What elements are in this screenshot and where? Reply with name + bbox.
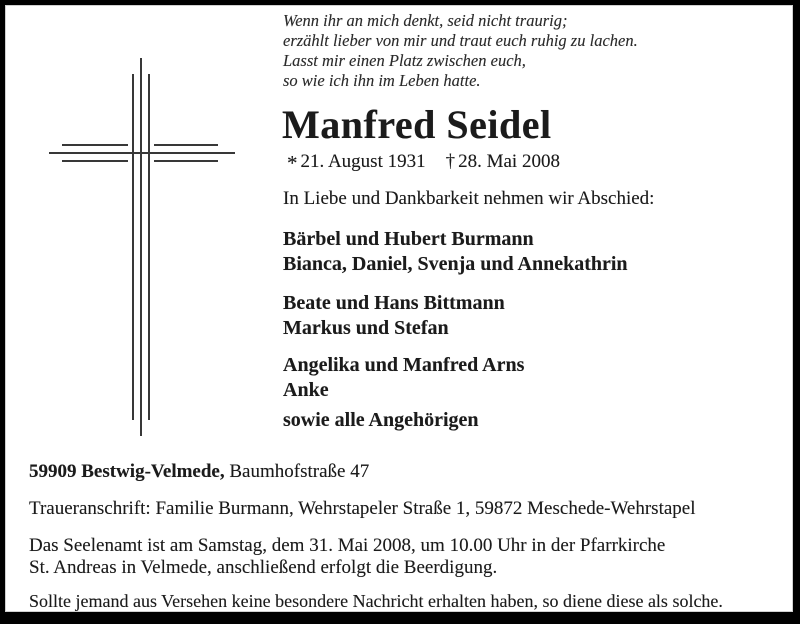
poem-line: Wenn ihr an mich denkt, seid nicht traurig; (283, 11, 568, 30)
birth-star-symbol: * (287, 151, 298, 175)
home-address-line (29, 461, 369, 483)
mourner-group (283, 227, 628, 277)
mourner-line: sowie alle Angehörigen (283, 409, 479, 431)
mourner-line: Anke (283, 379, 329, 401)
death-dagger-symbol: † (445, 151, 456, 172)
mourner-group (283, 408, 628, 433)
mourner-line: Beate und Hans Bittmann (283, 292, 505, 314)
poem-line: erzählt lieber von mir und traut euch ruhig zu lachen. (283, 31, 638, 50)
closing-note: Sollte jemand aus Versehen keine besondere Nachricht erhalten haben, so diene diese als solche. (29, 591, 723, 611)
postal-city: 59909 Bestwig-Velmede, (29, 461, 225, 482)
death-date: 28. Mai 2008 (458, 151, 560, 172)
mourner-line: Angelika und Manfred Arns (283, 354, 525, 376)
memorial-cross-icon (28, 48, 258, 448)
mourner-line: Bianca, Daniel, Svenja und Annekathrin (283, 253, 628, 275)
service-line: St. Andreas in Velmede, anschließend erfolgt die Beerdigung. (29, 557, 498, 578)
street-address: Baumhofstraße 47 (224, 461, 370, 482)
mourning-address-line: Traueranschrift: Familie Burmann, Wehrstapeler Straße 1, 59872 Meschede-Wehrstapel (29, 498, 696, 519)
mourner-line: Markus und Stefan (283, 317, 449, 339)
farewell-text: In Liebe und Dankbarkeit nehmen wir Abschied: (283, 188, 655, 209)
deceased-name: Manfred Seidel (282, 102, 552, 147)
birth-date: 21. August 1931 (300, 151, 426, 172)
service-line: Das Seelenamt ist am Samstag, dem 31. Mai 2008, um 10.00 Uhr in der Pfarrkirche (29, 535, 666, 556)
mourner-group (283, 353, 628, 403)
poem-line: Lasst mir einen Platz zwischen euch, (283, 51, 526, 70)
mourner-group (283, 291, 628, 341)
mourners-list (283, 227, 628, 433)
mourner-line: Bärbel und Hubert Burmann (283, 228, 534, 250)
memorial-poem (283, 11, 638, 91)
service-info (29, 535, 665, 579)
poem-line: so wie ich ihn im Leben hatte. (283, 71, 481, 90)
life-dates (287, 148, 560, 173)
